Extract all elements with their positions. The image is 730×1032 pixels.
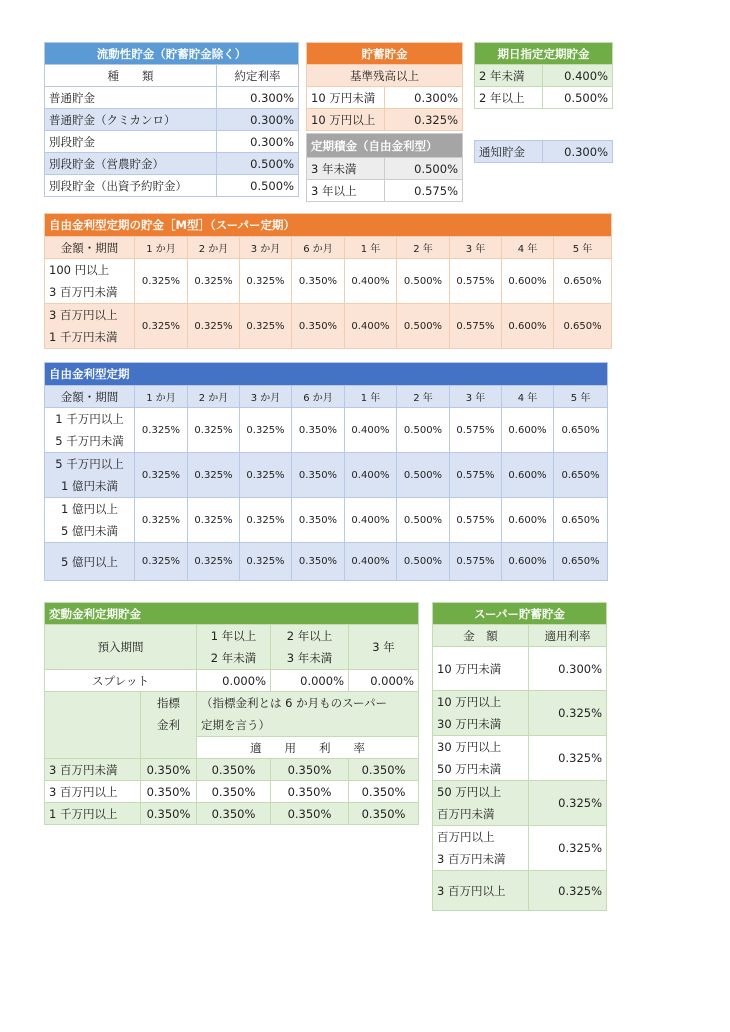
amount-label — [45, 408, 135, 453]
rate-cell: 0.325% — [135, 453, 188, 498]
period-header: 3 か月 — [240, 237, 292, 259]
period-header: 2 か月 — [188, 237, 240, 259]
rate-cell: 0.325% — [240, 304, 292, 349]
amount-label — [45, 498, 135, 543]
rate-cell: 0.325% — [188, 543, 240, 581]
variable-row-name: 1 千万円以上 — [45, 803, 141, 825]
variable-head-period: 預入期間 — [45, 625, 197, 670]
rate-cell: 0.400% — [345, 543, 397, 581]
period-header: 3 年 — [450, 237, 502, 259]
savings-row-rate: 0.300% — [385, 87, 463, 109]
fixed-date-row-name: 2 年以上 — [475, 87, 543, 109]
period-header: 2 年 — [397, 237, 450, 259]
rate-cell: 0.325% — [135, 259, 188, 304]
amount-line: 百万円未満 — [437, 807, 495, 821]
period-header: 1 か月 — [135, 386, 188, 408]
free-title: 自由金利型定期 — [45, 363, 608, 386]
super-rate: 0.325% — [529, 781, 607, 826]
super-rate: 0.325% — [529, 691, 607, 736]
period-header: 6 か月 — [292, 237, 345, 259]
rate-cell: 0.575% — [450, 498, 502, 543]
super-rate: 0.325% — [529, 871, 607, 911]
amount-line: 100 円以上 — [49, 263, 110, 277]
rate-cell: 0.400% — [345, 259, 397, 304]
amount-label: 5 億円以上 — [45, 543, 135, 581]
variable-row-name: 3 百万円未満 — [45, 759, 141, 781]
variable-row-rate: 0.350% — [271, 781, 349, 803]
super-head-amount: 金 額 — [433, 625, 529, 647]
savings-deposit-table — [306, 42, 463, 131]
rate-cell: 0.350% — [292, 408, 345, 453]
spread-value: 0.000% — [197, 670, 271, 692]
rate-cell: 0.650% — [554, 259, 612, 304]
liquid-deposit-table — [44, 42, 299, 197]
amount-line: 3 百万円未満 — [437, 852, 506, 866]
installment-row-name: 3 年未満 — [307, 158, 385, 180]
spread-label: スプレット — [45, 670, 197, 692]
super-savings-table — [432, 602, 607, 911]
fixed-date-row-rate: 0.400% — [543, 65, 613, 87]
variable-row-rate: 0.350% — [197, 803, 271, 825]
amount-line: 5 億円未満 — [61, 524, 118, 538]
col-line: 2 年以上 — [286, 629, 333, 643]
super-amount — [433, 781, 529, 826]
rate-cell: 0.400% — [345, 304, 397, 349]
super-rate: 0.325% — [529, 826, 607, 871]
savings-row-rate: 0.325% — [385, 109, 463, 131]
variable-row-index: 0.350% — [141, 759, 197, 781]
rate-cell: 0.575% — [450, 543, 502, 581]
rate-cell: 0.650% — [554, 543, 608, 581]
variable-row-rate: 0.350% — [271, 803, 349, 825]
rate-cell: 0.575% — [450, 304, 502, 349]
variable-row-rate: 0.350% — [197, 759, 271, 781]
rate-cell: 0.350% — [292, 498, 345, 543]
installment-title: 定期積金（自由金利型） — [307, 134, 463, 158]
liquid-row-name: 普通貯金（クミカンロ） — [45, 109, 217, 131]
variable-row-index: 0.350% — [141, 803, 197, 825]
spread-value: 0.000% — [349, 670, 419, 692]
rate-cell: 0.500% — [397, 453, 450, 498]
amount-line: 1 千万円未満 — [49, 330, 118, 344]
variable-row-rate: 0.350% — [349, 759, 419, 781]
col-line: 3 年未満 — [286, 651, 333, 665]
rate-cell: 0.500% — [397, 498, 450, 543]
variable-col3: 3 年 — [349, 625, 419, 670]
rate-cell: 0.350% — [292, 304, 345, 349]
period-header: 3 年 — [450, 386, 502, 408]
installment-row-rate: 0.500% — [385, 158, 463, 180]
rate-cell: 0.500% — [397, 543, 450, 581]
rate-cell: 0.600% — [502, 408, 554, 453]
applied-rate-header: 適 用 利 率 — [197, 737, 419, 759]
rate-cell: 0.325% — [135, 304, 188, 349]
amount-line: 3 百万円未満 — [49, 285, 118, 299]
mtype-table — [44, 213, 612, 349]
fixed-date-table — [474, 42, 613, 109]
super-amount: 3 百万円以上 — [433, 871, 529, 911]
rate-cell: 0.575% — [450, 408, 502, 453]
fixed-date-title: 期日指定定期貯金 — [475, 43, 613, 65]
installment-table — [306, 133, 463, 202]
notice-deposit-table — [474, 140, 613, 163]
period-header: 6 か月 — [292, 386, 345, 408]
rate-cell: 0.400% — [345, 498, 397, 543]
rate-cell: 0.325% — [188, 498, 240, 543]
amount-label — [45, 259, 135, 304]
rate-cell: 0.600% — [502, 498, 554, 543]
rate-cell: 0.325% — [135, 408, 188, 453]
installment-row-name: 3 年以上 — [307, 180, 385, 202]
variable-row-rate: 0.350% — [349, 781, 419, 803]
rate-cell: 0.325% — [188, 453, 240, 498]
amount-line: 30 万円以上 — [437, 740, 502, 754]
amount-line: 1 億円未満 — [61, 479, 118, 493]
period-header: 5 年 — [554, 237, 612, 259]
super-amount — [433, 736, 529, 781]
rate-cell: 0.500% — [397, 259, 450, 304]
savings-row-name: 10 万円未満 — [307, 87, 385, 109]
rate-cell: 0.600% — [502, 259, 554, 304]
rate-cell: 0.325% — [135, 498, 188, 543]
savings-title: 貯蓄貯金 — [307, 43, 463, 65]
period-header: 4 年 — [502, 386, 554, 408]
mtype-head-amount: 金額・期間 — [45, 237, 135, 259]
rate-cell: 0.400% — [345, 453, 397, 498]
liquid-head-kind: 種 類 — [45, 65, 217, 87]
rate-cell: 0.600% — [502, 543, 554, 581]
rate-cell: 0.350% — [292, 453, 345, 498]
rate-cell: 0.325% — [135, 543, 188, 581]
amount-line: 1 億円以上 — [61, 502, 118, 516]
super-amount: 10 万円未満 — [433, 647, 529, 691]
variable-row-rate: 0.350% — [271, 759, 349, 781]
savings-head: 基準残高以上 — [307, 65, 463, 87]
variable-rate-table — [44, 602, 419, 825]
fixed-date-row-rate: 0.500% — [543, 87, 613, 109]
rate-cell: 0.575% — [450, 259, 502, 304]
liquid-row-rate: 0.300% — [217, 87, 299, 109]
liquid-row-rate: 0.300% — [217, 131, 299, 153]
amount-label — [45, 453, 135, 498]
note-line: 定期を言う） — [201, 718, 270, 732]
liquid-row-name: 別段貯金（出資予約貯金） — [45, 175, 217, 197]
amount-line: 30 万円未満 — [437, 717, 502, 731]
period-header: 1 年 — [345, 237, 397, 259]
rate-cell: 0.350% — [292, 543, 345, 581]
rate-cell: 0.650% — [554, 498, 608, 543]
rate-cell: 0.400% — [345, 408, 397, 453]
notice-rate: 0.300% — [543, 141, 613, 163]
liquid-row-rate: 0.500% — [217, 175, 299, 197]
variable-blank — [45, 692, 141, 759]
rate-cell: 0.575% — [450, 453, 502, 498]
super-rate: 0.300% — [529, 647, 607, 691]
rate-cell: 0.325% — [188, 304, 240, 349]
variable-col1 — [197, 625, 271, 670]
index-label — [141, 692, 197, 759]
variable-title: 変動金利定期貯金 — [45, 603, 419, 625]
liquid-row-name: 普通貯金 — [45, 87, 217, 109]
col-line: 2 年未満 — [210, 651, 257, 665]
rate-cell: 0.325% — [240, 543, 292, 581]
amount-line: 50 万円以上 — [437, 785, 502, 799]
liquid-row-rate: 0.300% — [217, 109, 299, 131]
liquid-row-name: 別段貯金（営農貯金） — [45, 153, 217, 175]
amount-line: 5 千万円未満 — [55, 434, 124, 448]
free-head-amount: 金額・期間 — [45, 386, 135, 408]
note-line: （指標金利とは 6 か月ものスーパー — [201, 696, 387, 710]
amount-line: 10 万円以上 — [437, 695, 502, 709]
variable-row-name: 3 百万円以上 — [45, 781, 141, 803]
liquid-row-rate: 0.500% — [217, 153, 299, 175]
period-header: 1 年 — [345, 386, 397, 408]
period-header: 2 年 — [397, 386, 450, 408]
variable-row-rate: 0.350% — [197, 781, 271, 803]
super-head-rate: 適用利率 — [529, 625, 607, 647]
index-note — [197, 692, 419, 737]
free-rate-table — [44, 362, 608, 581]
rate-cell: 0.650% — [554, 453, 608, 498]
rate-cell: 0.500% — [397, 408, 450, 453]
fixed-date-row-name: 2 年未満 — [475, 65, 543, 87]
variable-row-index: 0.350% — [141, 781, 197, 803]
super-amount — [433, 691, 529, 736]
amount-line: 50 万円未満 — [437, 762, 502, 776]
super-title: スーパー貯蓄貯金 — [433, 603, 607, 625]
period-header: 3 か月 — [240, 386, 292, 408]
spread-value: 0.000% — [271, 670, 349, 692]
variable-col2 — [271, 625, 349, 670]
rate-cell: 0.325% — [188, 408, 240, 453]
rate-cell: 0.650% — [554, 304, 612, 349]
notice-name: 通知貯金 — [475, 141, 543, 163]
amount-line: 1 千万円以上 — [55, 412, 124, 426]
savings-row-name: 10 万円以上 — [307, 109, 385, 131]
liquid-row-name: 別段貯金 — [45, 131, 217, 153]
mtype-title: 自由金利型定期の貯金［M型］（スーパー定期） — [45, 214, 612, 237]
amount-line: 百万円以上 — [437, 830, 495, 844]
col-line: 1 年以上 — [210, 629, 257, 643]
rate-cell: 0.325% — [240, 408, 292, 453]
amount-line: 3 百万円以上 — [49, 308, 118, 322]
rate-cell: 0.325% — [240, 498, 292, 543]
period-header: 2 か月 — [188, 386, 240, 408]
super-rate: 0.325% — [529, 736, 607, 781]
installment-row-rate: 0.575% — [385, 180, 463, 202]
amount-line: 5 千万円以上 — [55, 457, 124, 471]
rate-cell: 0.500% — [397, 304, 450, 349]
index-line: 指標 — [157, 696, 180, 710]
period-header: 1 か月 — [135, 237, 188, 259]
liquid-head-rate: 約定利率 — [217, 65, 299, 87]
rate-cell: 0.325% — [240, 259, 292, 304]
rate-cell: 0.325% — [188, 259, 240, 304]
rate-cell: 0.350% — [292, 259, 345, 304]
liquid-title: 流動性貯金（貯蓄貯金除く） — [45, 43, 299, 65]
period-header: 4 年 — [502, 237, 554, 259]
amount-label — [45, 304, 135, 349]
period-header: 5 年 — [554, 386, 608, 408]
index-line: 金利 — [157, 718, 180, 732]
rate-cell: 0.600% — [502, 453, 554, 498]
super-amount — [433, 826, 529, 871]
rate-cell: 0.325% — [240, 453, 292, 498]
rate-cell: 0.650% — [554, 408, 608, 453]
rate-cell: 0.600% — [502, 304, 554, 349]
variable-row-rate: 0.350% — [349, 803, 419, 825]
